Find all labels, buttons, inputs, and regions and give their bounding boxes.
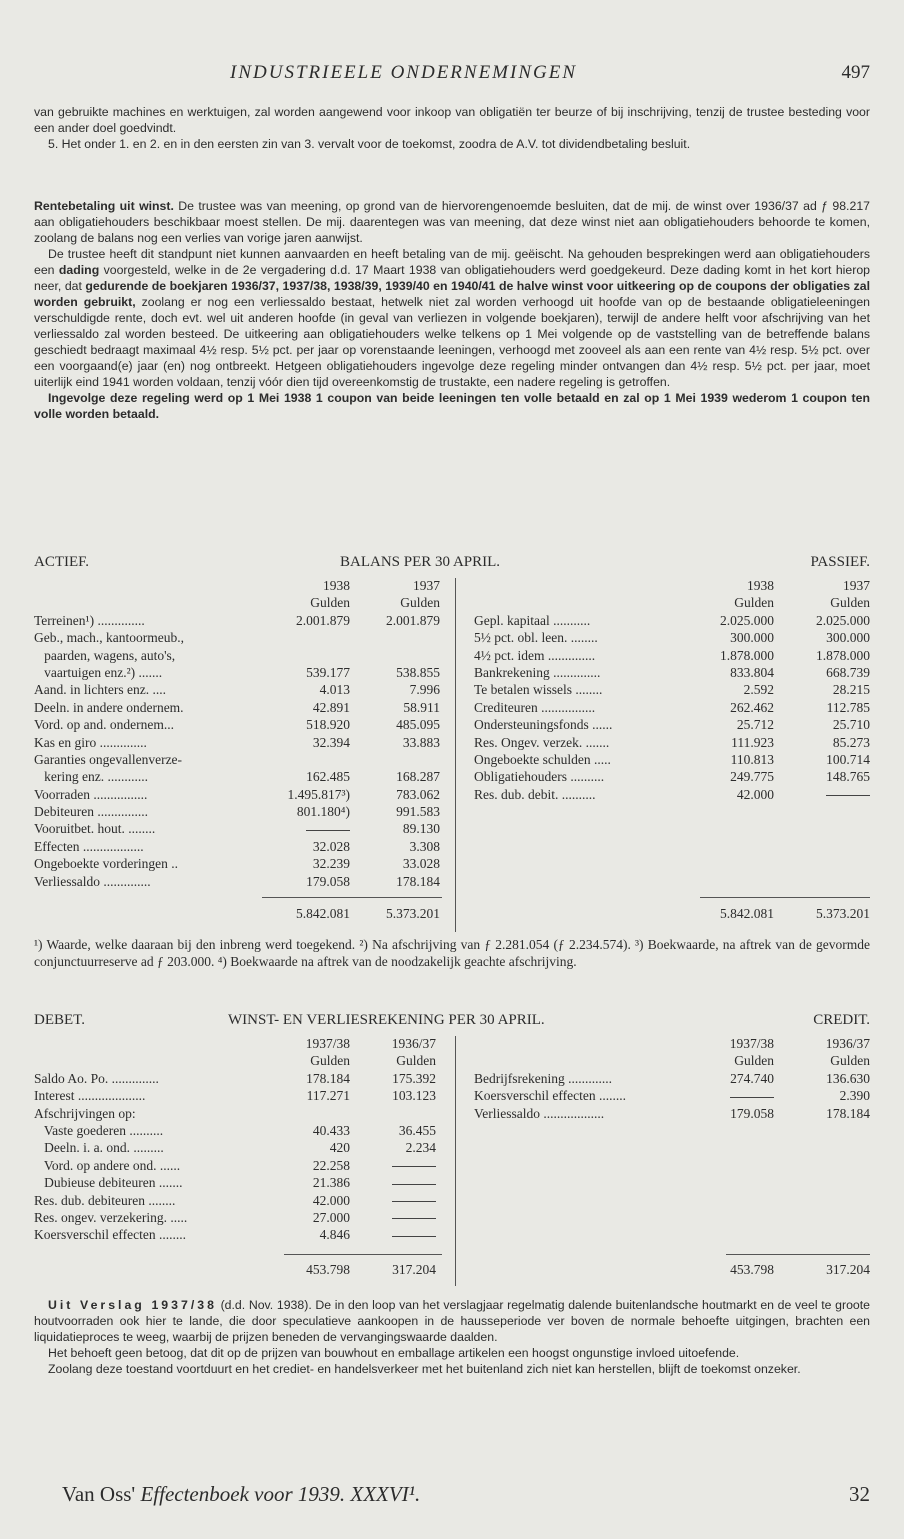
value-cell: 32.394	[312, 734, 350, 750]
table-row	[474, 751, 870, 768]
footer-publication: Van Oss' Effectenboek voor 1939. XXXVI¹.	[62, 1482, 421, 1506]
table-row	[474, 786, 870, 803]
row-label: Vord. op and. ondernem...	[34, 717, 174, 733]
value-cell: 300.000	[730, 630, 774, 646]
col-head-years: 1937/38 1936/37	[305, 1036, 436, 1051]
value-cell: 4.013	[319, 682, 350, 698]
value-cell: 991.583	[396, 804, 440, 820]
value-cell: 178.184	[306, 1070, 350, 1086]
rente-paragraph-2: De trustee heeft dit standpunt niet kunnen aanvaarden en heeft betaling van de mij. geëischt. Na gehouden besprekingen werd aan obligatiehouders een dading voorgesteld, welke in de 2e vergadering d.d. 17 Maart 1938 van obligatiehouders werd goedgekeurd. Deze dading komt in het kort hierop neer, dat gedurende de boekjaren 1936/37, 1937/38, 1938/39, 1939/40 en 1940/41 de halve winst voor uitkeering op de coupons der obligaties zal worden gebruikt, zoolang er nog een verliessaldo bestaat, hetwelk niet zal worden verhoogd uit hoofde van op de bestaande obligatieleeningen verschuldigde rente, doch evt. wel uit anderen hoofde (in geval van verliezen in volgende boekjaren), terwijl de andere helft voor afschrijving van het verliessaldo zal worden besteed. De uitkeering aan obligatiehouders welke telkens op 1 Mei volgende op de vaststelling van de betreffende balans geschiedt bedraagt maximaal 4½ resp. 5½ pct. per jaar op vorenstaande leeningen, verhoogd met zooveel als aan een rente van 4½ resp. 5½ pct. over een voorgaand(e) jaar (en) nog ontbreekt. Hetgeen obligatiehouders ingevolge deze regeling minder ontvangen dan 4½ resp. 5½ pct. per jaar, moet uiterlijk eind 1941 worden voldaan, tenzij vóór dien tijd overeenkomstig de trustakte, een nadere regeling is getroffen.	[34, 247, 870, 389]
balans-footnotes: ¹) Waarde, welke daaraan bij den inbreng werd toegekend. ²) Na afschrijving van ƒ 2.281.054 (ƒ 2.234.574). ³) Boekwaarde, na aftrek van de gevormde conjunctuurreserve ad ƒ 203.000. ⁴) Boekwaarde na aftrek van de noodzakelijk geachte afschrijving.	[34, 937, 870, 969]
row-label: Ongeboekte schulden .....	[474, 751, 611, 767]
running-header	[34, 62, 870, 88]
value-cell: 1.495.817³)	[287, 786, 350, 802]
dash-cell	[360, 1192, 436, 1209]
dash-cell	[360, 1226, 436, 1243]
value-cell: 33.028	[402, 856, 440, 872]
header-title: INDUSTRIEELE ONDERNEMINGEN	[230, 62, 578, 83]
rentebetaling-section	[34, 198, 870, 422]
row-label: Obligatiehouders ..........	[474, 769, 605, 785]
col-head-unit: Gulden Gulden	[310, 1053, 436, 1069]
table-row	[34, 664, 444, 681]
table-row	[34, 768, 444, 785]
dash-cell	[690, 1087, 774, 1104]
wv-credit-heading: CREDIT.	[813, 1012, 870, 1028]
value-cell: 111.923	[731, 734, 774, 750]
table-row	[474, 681, 870, 698]
table-row	[34, 803, 444, 820]
value-cell: 42.000	[736, 786, 774, 802]
value-cell: 168.287	[396, 769, 440, 785]
value-cell: 833.804	[730, 664, 774, 680]
col-head-years: 1938 1937	[747, 578, 870, 593]
row-label: Geb., mach., kantoormeub.,	[34, 630, 184, 646]
row-label: Res. dub. debiteuren ........	[34, 1192, 176, 1208]
value-cell: 40.433	[312, 1122, 350, 1138]
row-label: Terreinen¹) ..............	[34, 612, 145, 628]
dash-rule	[826, 795, 870, 796]
dash-rule	[392, 1184, 436, 1185]
verslag-heading: Uit Verslag 1937/38	[48, 1298, 217, 1312]
table-row	[34, 1174, 444, 1191]
table-row	[34, 820, 444, 837]
intro-paragraph-1: van gebruikte machines en werktuigen, zal worden aangewend voor inkoop van obligatiën ter beurze of bij inschrijving, tenzij de trustee besteding voor een ander doel goedvindt.	[34, 105, 870, 135]
value-cell: 103.123	[392, 1088, 436, 1104]
table-row	[474, 1070, 870, 1087]
dash-cell	[786, 786, 870, 803]
value-cell: 58.911	[403, 699, 440, 715]
row-label: Ongeboekte vorderingen ..	[34, 856, 178, 872]
balans-actief-table	[34, 577, 444, 890]
table-row	[474, 629, 870, 646]
passief-total-row: 5.842.081 5.373.201	[720, 906, 870, 921]
row-label: Te betalen wissels ........	[474, 682, 603, 698]
value-cell: 262.462	[730, 699, 774, 715]
row-label: paarden, wagens, auto's,	[34, 647, 176, 663]
dash-rule	[392, 1218, 436, 1219]
col-head-unit: Gulden Gulden	[734, 1053, 870, 1069]
value-cell: 2.234	[405, 1140, 436, 1156]
debet-total-row: 453.798 317.204	[306, 1262, 436, 1277]
balans-title: BALANS PER 30 APRIL.	[340, 554, 501, 570]
balans-passief-heading: PASSIEF.	[810, 554, 870, 570]
dash-rule	[392, 1166, 436, 1167]
table-row	[34, 1070, 444, 1087]
row-label: Verliessaldo ..................	[474, 1105, 605, 1121]
row-label: Res. Ongev. verzek. .......	[474, 734, 610, 750]
wv-debet-heading: DEBET.	[34, 1012, 85, 1028]
table-row	[34, 1192, 444, 1209]
value-cell: 179.058	[730, 1105, 774, 1121]
row-label: Kas en giro ..............	[34, 734, 147, 750]
value-cell: 25.710	[832, 717, 870, 733]
row-label: Gepl. kapitaal ...........	[474, 612, 591, 628]
table-row	[34, 612, 444, 629]
value-cell: 2.025.000	[816, 612, 870, 628]
value-cell: 249.775	[730, 769, 774, 785]
row-label: Bedrijfsrekening .............	[474, 1070, 612, 1086]
value-cell: 2.025.000	[720, 612, 774, 628]
value-cell: 110.813	[730, 751, 774, 767]
row-label: Deeln. i. a. ond. .........	[34, 1140, 164, 1156]
row-label: Koersverschil effecten ........	[34, 1227, 186, 1243]
row-label: Afschrijvingen op:	[34, 1105, 136, 1121]
value-cell: 538.855	[396, 664, 440, 680]
value-cell: 178.184	[826, 1105, 870, 1121]
table-row	[34, 855, 444, 872]
table-row	[474, 734, 870, 751]
row-label: Crediteuren ................	[474, 699, 596, 715]
col-head-unit: Gulden Gulden	[734, 595, 870, 611]
value-cell: 175.392	[392, 1070, 436, 1086]
row-label: Vaste goederen ..........	[34, 1122, 164, 1138]
row-label: Vord. op andere ond. ......	[34, 1157, 181, 1173]
table-row	[474, 647, 870, 664]
balans-passief-table	[474, 577, 870, 803]
value-cell: 3.308	[409, 838, 440, 854]
actief-total-row: 5.842.081 5.373.201	[296, 906, 440, 921]
value-cell: 2.390	[839, 1088, 870, 1104]
value-cell: 21.386	[312, 1175, 350, 1191]
table-row	[34, 873, 444, 890]
dash-rule	[306, 830, 350, 831]
row-label: Interest ....................	[34, 1088, 146, 1104]
row-label: Voorraden ................	[34, 786, 148, 802]
passief-total-rule	[700, 897, 870, 898]
wv-divider	[455, 1036, 456, 1286]
table-row	[34, 1209, 444, 1226]
value-cell: 112.785	[826, 699, 870, 715]
value-cell: 42.000	[312, 1192, 350, 1208]
table-row	[34, 699, 444, 716]
value-cell: 85.273	[832, 734, 870, 750]
value-cell: 485.095	[396, 717, 440, 733]
value-cell: 136.630	[826, 1070, 870, 1086]
value-cell: 783.062	[396, 786, 440, 802]
value-cell: 4.846	[319, 1227, 350, 1243]
dash-cell	[270, 820, 350, 837]
rente-paragraph-1: Rentebetaling uit winst. De trustee was van meening, op grond van de hiervorengenoemde besluiten, dat de mij. de winst over 1936/37 ad ƒ 98.217 aan obligatiehouders beschikbaar moest stellen. De mij. daarentegen was van meening, dat deze winst niet aan obligatiehouders behoorde te komen, zoolang de balans nog een verlies van vorige jaren aanwijst.	[34, 199, 870, 245]
table-row	[34, 629, 444, 646]
table-row	[34, 1226, 444, 1243]
row-label: vaartuigen enz.²) .......	[34, 664, 163, 680]
table-row	[474, 1087, 870, 1104]
value-cell: 7.996	[409, 682, 440, 698]
table-row	[474, 768, 870, 785]
col-head-unit: Gulden Gulden	[310, 595, 440, 611]
table-row	[34, 1139, 444, 1156]
debet-total-rule	[284, 1254, 442, 1255]
table-row	[34, 647, 444, 664]
table-row	[34, 786, 444, 803]
verslag-paragraph-1: Uit Verslag 1937/38 (d.d. Nov. 1938). De in den loop van het verslagjaar regelmatig dalende buitenlandsche houtmarkt en de veel te groote houtvoorraden ook hier te lande, die door speculatieve aankoopen in de hausseperiode ver boven de normale behoefte uitgingen, brachten een liquidatieproces te weeg, waarbij de prijzen beneden de vervangingswaarde daalden.	[34, 1298, 871, 1344]
table-row	[34, 1122, 444, 1139]
table-row	[34, 751, 444, 768]
intro-text	[34, 104, 870, 152]
row-label: Dubieuse debiteuren .......	[34, 1175, 183, 1191]
table-row	[474, 716, 870, 733]
row-label: Bankrekening ..............	[474, 664, 601, 680]
row-label: kering enz. ............	[34, 769, 148, 785]
value-cell: 27.000	[312, 1209, 350, 1225]
value-cell: 28.215	[832, 682, 870, 698]
balans-divider	[455, 578, 456, 932]
page-footer	[62, 1482, 870, 1507]
value-cell: 25.712	[736, 717, 774, 733]
value-cell: 518.920	[306, 717, 350, 733]
row-label: Koersverschil effecten ........	[474, 1088, 626, 1104]
header-page-number: 497	[841, 62, 870, 83]
value-cell: 89.130	[402, 821, 440, 837]
intro-paragraph-2: 5. Het onder 1. en 2. en in den eersten zin van 3. vervalt voor de toekomst, zoodra de A.V. tot dividendbetaling besluit.	[48, 137, 691, 151]
dash-rule	[392, 1236, 436, 1237]
dash-cell	[360, 1209, 436, 1226]
rente-paragraph-3: Ingevolge deze regeling werd op 1 Mei 1938 1 coupon van beide leeningen ten volle betaald en zal op 1 Mei 1939 wederom 1 coupon ten volle worden betaald.	[34, 391, 870, 421]
value-cell: 22.258	[312, 1157, 350, 1173]
value-cell: 2.592	[743, 682, 774, 698]
value-cell: 42.891	[312, 699, 350, 715]
value-cell: 539.177	[306, 664, 350, 680]
value-cell: 668.739	[826, 664, 870, 680]
value-cell: 274.740	[730, 1070, 774, 1086]
dash-rule	[730, 1097, 774, 1098]
value-cell: 32.028	[312, 838, 350, 854]
table-row	[34, 1105, 444, 1122]
value-cell: 300.000	[826, 630, 870, 646]
value-cell: 33.883	[402, 734, 440, 750]
table-row	[474, 664, 870, 681]
table-row	[474, 699, 870, 716]
table-row	[34, 716, 444, 733]
rente-heading: Rentebetaling uit winst.	[34, 199, 174, 213]
verslag-paragraph-3: Zoolang deze toestand voortduurt en het crediet- en handelsverkeer met het buitenland zich niet kan herstellen, blijft de toekomst onzeker.	[48, 1362, 801, 1376]
wv-credit-table	[474, 1035, 870, 1122]
table-row	[474, 1105, 870, 1122]
row-label: Ondersteuningsfonds ......	[474, 717, 613, 733]
row-label: Saldo Ao. Po. ..............	[34, 1070, 159, 1086]
wv-debet-table	[34, 1035, 444, 1244]
value-cell: 162.485	[306, 769, 350, 785]
actief-total-rule	[262, 897, 442, 898]
value-cell: 420	[329, 1140, 350, 1156]
value-cell: 178.184	[396, 873, 440, 889]
credit-total-row: 453.798 317.204	[730, 1262, 870, 1277]
verslag-paragraph-2: Het behoeft geen betoog, dat dit op de prijzen van bouwhout en emballage artikelen een hoogst ongunstige invloed uitoefende.	[48, 1346, 740, 1360]
value-cell: 1.878.000	[720, 647, 774, 663]
dash-rule	[392, 1201, 436, 1202]
row-label: 4½ pct. idem ..............	[474, 647, 596, 663]
row-label: 5½ pct. obl. leen. ........	[474, 630, 598, 646]
row-label: Res. dub. debit. ..........	[474, 786, 596, 802]
value-cell: 801.180⁴)	[296, 804, 350, 820]
verslag-section	[34, 1297, 870, 1377]
credit-total-rule	[726, 1254, 870, 1255]
table-row	[34, 1087, 444, 1104]
row-label: Verliessaldo ..............	[34, 873, 151, 889]
value-cell: 179.058	[306, 873, 350, 889]
dash-cell	[360, 1174, 436, 1191]
footer-page-number: 32	[849, 1482, 870, 1506]
col-head-years: 1937/38 1936/37	[729, 1036, 870, 1051]
value-cell: 117.271	[306, 1088, 350, 1104]
table-row	[34, 681, 444, 698]
value-cell: 100.714	[826, 751, 870, 767]
value-cell: 36.455	[398, 1122, 436, 1138]
col-head-years: 1938 1937	[323, 578, 440, 593]
table-row	[34, 734, 444, 751]
table-row	[474, 612, 870, 629]
table-row	[34, 838, 444, 855]
row-label: Garanties ongevallenverze-	[34, 751, 183, 767]
row-label: Debiteuren ...............	[34, 804, 148, 820]
dash-cell	[360, 1157, 436, 1174]
row-label: Aand. in lichters enz. ....	[34, 682, 166, 698]
value-cell: 32.239	[312, 856, 350, 872]
value-cell: 148.765	[826, 769, 870, 785]
value-cell: 2.001.879	[386, 612, 440, 628]
value-cell: 1.878.000	[816, 647, 870, 663]
row-label: Res. ongev. verzekering. .....	[34, 1209, 188, 1225]
row-label: Vooruitbet. hout. ........	[34, 821, 156, 837]
wv-title: WINST- EN VERLIESREKENING PER 30 APRIL.	[228, 1012, 545, 1028]
value-cell: 2.001.879	[296, 612, 350, 628]
balans-actief-heading: ACTIEF.	[34, 554, 90, 570]
row-label: Effecten ..................	[34, 838, 144, 854]
row-label: Deeln. in andere ondernem.	[34, 699, 184, 715]
table-row	[34, 1157, 444, 1174]
